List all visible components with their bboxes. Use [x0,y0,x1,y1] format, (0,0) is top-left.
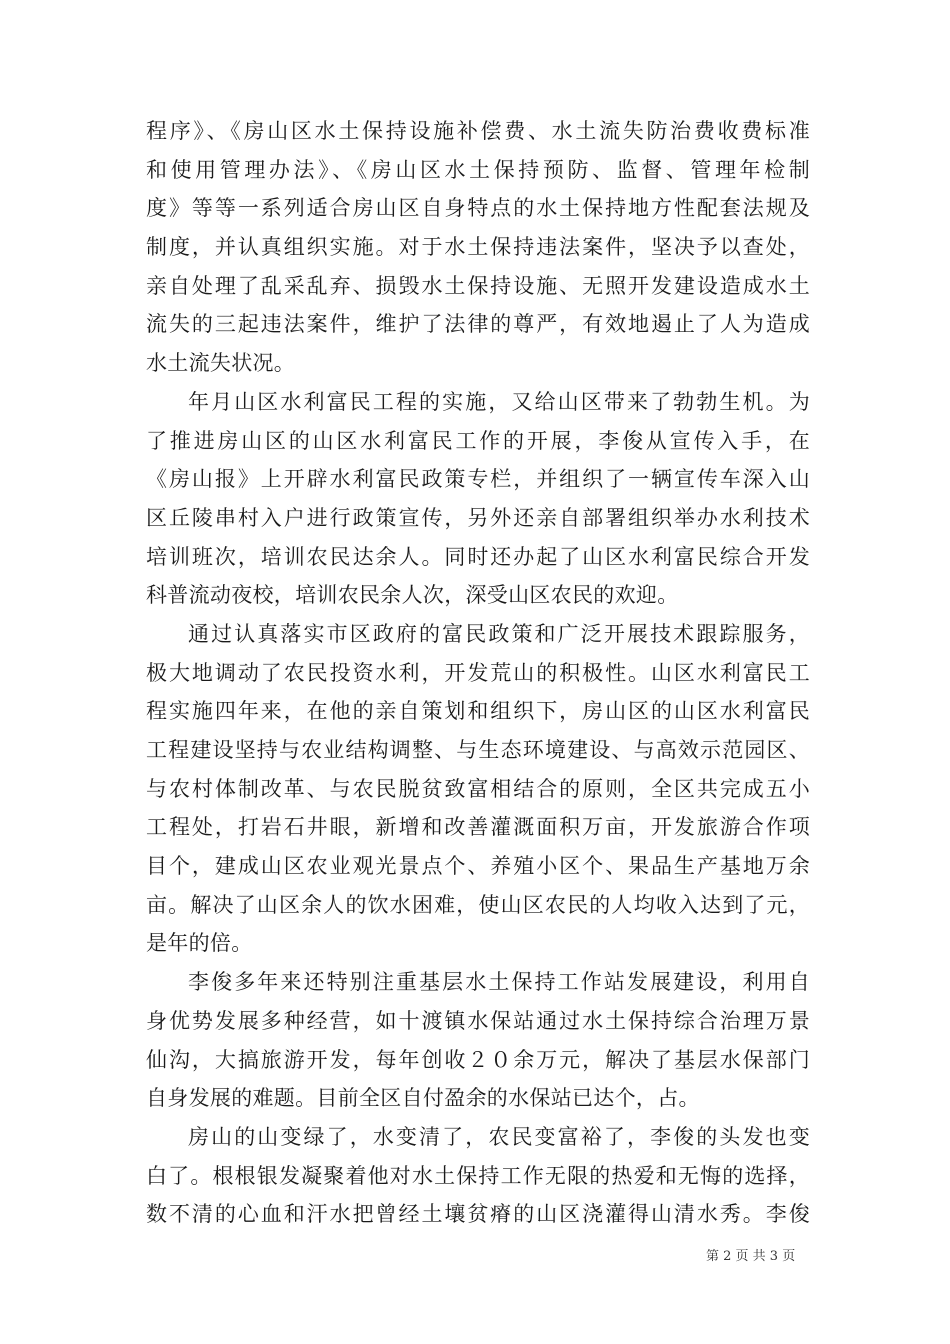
text-line: 身优势发展多种经营，如十渡镇水保站通过水土保持综合治理万景 [146,1008,810,1033]
text-line: 仙沟，大搞旅游开发，每年创收２０余万元，解决了基层水保部门 [146,1047,810,1072]
text-line: 年月山区水利富民工程的实施，又给山区带来了勃勃生机。为 [188,389,810,414]
text-line: 区丘陵串村入户进行政策宣传，另外还亲自部署组织举办水利技术 [146,505,810,530]
text-line: 水土流失状况。 [146,351,296,376]
text-line: 极大地调动了农民投资水利，开发荒山的积极性。山区水利富民工 [146,660,810,685]
text-line: 亩。解决了山区余人的饮水困难，使山区农民的人均收入达到了元， [146,892,810,917]
text-line: 工程建设坚持与农业结构调整、与生态环境建设、与高效示范园区、 [146,738,810,762]
text-line: 了推进房山区的山区水利富民工作的开展，李俊从宣传入手，在 [146,428,810,453]
page-footer: 第 2 页 共 3 页 [706,1249,796,1264]
text-line: 通过认真落实市区政府的富民政策和广泛开展技术跟踪服务， [188,621,810,646]
text-line: 亲自处理了乱采乱弃、损毁水土保持设施、无照开发建设造成水土 [146,273,810,298]
text-line: 房山的山变绿了，水变清了，农民变富裕了，李俊的头发也变 [188,1124,810,1149]
text-line: 工程处，打岩石井眼，新增和改善灌溉面积万亩，开发旅游合作项 [146,815,810,840]
text-line: 是年的倍。 [146,931,253,956]
text-line: 流失的三起违法案件，维护了法律的尊严，有效地遏止了人为造成 [146,312,810,337]
text-line: 白了。根根银发凝聚着他对水土保持工作无限的热爱和无悔的选择， [146,1163,810,1188]
text-line: 程序》、《房山区水土保持设施补偿费、水土流失防治费收费标准 [146,119,810,143]
text-line: 培训班次，培训农民达余人。同时还办起了山区水利富民综合开发 [146,544,810,569]
text-line: 与农村体制改革、与农民脱贫致富相结合的原则，全区共完成五小 [146,776,810,801]
text-line: 《房山报》上开辟水利富民政策专栏，并组织了一辆宣传车深入山 [146,467,810,492]
text-line: 制度，并认真组织实施。对于水土保持违法案件，坚决予以查处， [146,235,810,260]
text-line: 李俊多年来还特别注重基层水土保持工作站发展建设，利用自 [188,970,810,995]
text-line: 程实施四年来，在他的亲自策划和组织下，房山区的山区水利富民 [146,699,810,724]
document-body [146,112,810,1234]
text-line: 科普流动夜校，培训农民余人次，深受山区农民的欢迎。 [146,583,679,608]
text-line: 自身发展的难题。目前全区自付盈余的水保站已达个，占。 [146,1086,700,1111]
text-line: 目个，建成山区农业观光景点个、养殖小区个、果品生产基地万余 [146,854,810,879]
text-line: 数不清的心血和汗水把曾经土壤贫瘠的山区浇灌得山清水秀。李俊 [146,1202,810,1227]
text-line: 度》等等一系列适合房山区自身特点的水土保持地方性配套法规及 [146,196,810,221]
text-line: 和使用管理办法》、《房山区水土保持预防、监督、管理年检制 [146,157,810,182]
